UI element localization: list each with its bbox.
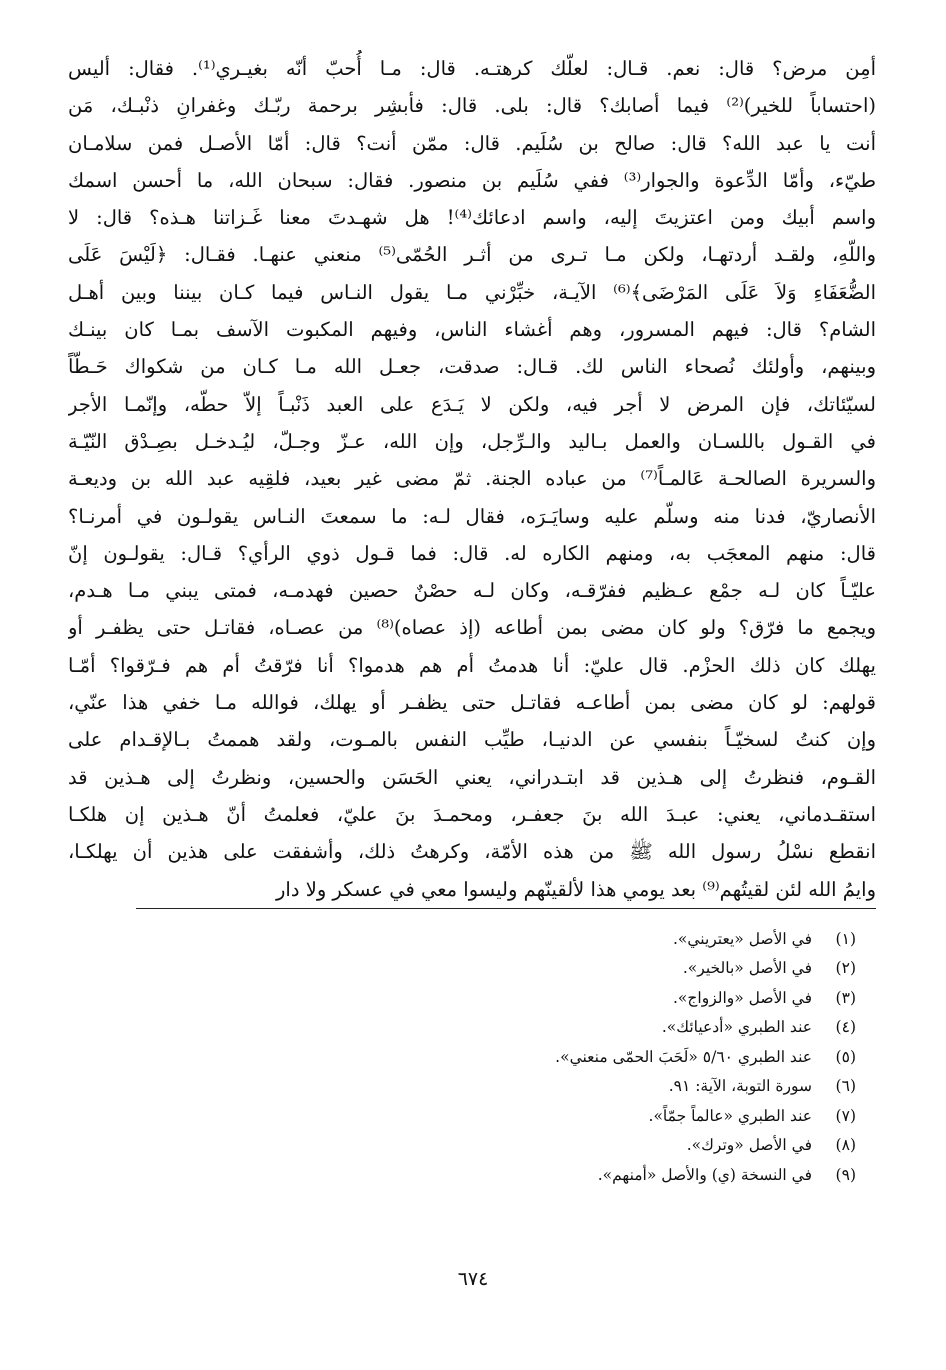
text-line: والسريرة الصالحـة عَالمـاً⁽⁷⁾ من عباده الجنة. ثمّ مضى غير بعيد، فلقِيه عبد الله بن وديعـة	[68, 467, 876, 491]
text-line: قولهم: لو كان مضى بمن أطاعـه فقاتـل حتى يظفـر أو يهلك، فوالله مـا خفي هذا عنّي،	[68, 691, 876, 715]
footnote-text: سورة التوبة، الآية: ٩١.	[668, 1077, 812, 1096]
text-line: وبينهم، وأولئك نُصحاء الناس لك. قـال: صدقت، جعـل الله مـا كـان من شكواك حَـطّاً	[68, 355, 876, 379]
footnote-text: في الأصل «يعتريني».	[672, 929, 812, 948]
footnote-number: (٨)	[835, 1136, 856, 1155]
text-line: الأنصاريّ، فدنا منه وسلّم عليه وسايَـرَه، فقال لـه: ما سمعتَ النـاس يقولـون في أمرنـا؟	[68, 504, 876, 528]
text-line: القـوم، فنظرتُ إلى هـذين قد ابتـدراني، يعني الحَسَن والحسين، ونظرتُ إلى هـذين قد	[68, 765, 876, 789]
footnote-number: (٢)	[835, 959, 856, 978]
footnote-text: عند الطبري «أدعيائك».	[661, 1018, 812, 1037]
footnote	[68, 925, 856, 955]
text-line: في القـول باللسـان والعمل بـاليد والـرِّجل، وإن الله، عـزّ وجـلّ، ليُـدخـل بصِـدْق النّيّـة	[68, 429, 876, 453]
footnote	[68, 1131, 856, 1161]
footnote	[68, 954, 856, 984]
text-line: عليّـاً كان لـه جمْع عـظيم ففرّقـه، وكان لـه حصْنٌ حصين فهدمـه، فمتى يبني مـا هـدم،	[68, 579, 876, 603]
text-line: أمِن مرض؟ قال: نعم. قـال: لعلّك كرهتـه. قال: مـا أُحبّ أنّه بغيـري⁽¹⁾. فقال: أليس	[68, 57, 876, 80]
footnote-text: في النسخة (ي) والأصل «أمنهم».	[597, 1165, 812, 1184]
footnote	[68, 1072, 856, 1102]
text-line: وإن كنتُ لسخيّـاً بنفسي عن الدنيـا، طيِّب النفس بالمـوت، ولقد هممتُ بـالإقـدام على	[68, 728, 876, 752]
footnote-text: في الأصل «وترك».	[686, 1136, 812, 1155]
text-line: قال: منهم المعجَب به، ومنهم الكاره له. قال: فما قـول ذوي الرأي؟ قـال: يقولـون إنّ	[68, 541, 876, 565]
footnote-text: عند الطبري «عالماً جمّاً».	[648, 1106, 812, 1125]
text-line: الضُّعَفَاءِ وَلاَ عَلَى المَرْضَى﴾⁽⁶⁾ الآيـة، خبِّرْني مـا يقول النـاس فيما كـان بيننا وبين أهـل	[68, 280, 876, 304]
text-line: لسيّئاتك، فإن المرض لا أجر فيه، ولكن لا يَـدَع على العبد ذَنْبـاً إلاّ حطّه، وإنّمـا الأجر	[68, 392, 876, 416]
text-line: الشام؟ قال: فيهم المسرور، وهم أغشاء الناس، وفيهم المكبوت الآسف بمـا كان بينـك	[68, 318, 876, 342]
footnote-number: (٧)	[835, 1106, 856, 1125]
footnote	[68, 984, 856, 1014]
text-line: انقطع نسْلُ رسول الله ﷺ من هذه الأمّة، وكرهتُ ذلك، وأشفقت على هذين أن يهلكـا،	[68, 840, 876, 864]
footnote-text: في الأصل «والزواج».	[673, 988, 812, 1007]
footnote-number: (١)	[835, 929, 856, 948]
footnote	[68, 1102, 856, 1132]
footnote-number: (٦)	[835, 1077, 856, 1096]
text-line: استقـدماني، يعني: عبـدَ الله بنَ جعفـر، ومحمـدَ بنَ عليّ، فعلمتُ أنّ هـذين إن هلكـا	[68, 802, 876, 826]
text-line: وايمُ الله لئن لقيتُهم⁽⁹⁾ بعد يومي هذا لألقينّهم وليسوا معي في عسكر ولا دار	[136, 871, 876, 909]
footnote	[68, 1013, 856, 1043]
text-line: (احتساباً للخير)⁽²⁾ فيما أصابك؟ قال: بلى. قال: فأبشِر برحمة ربّـك وغفرانِ ذنْبـك، مَن	[68, 94, 876, 118]
footnote-number: (٤)	[835, 1018, 856, 1037]
text-line: ويجمع ما فرّق؟ ولو كان مضى بمن أطاعه (إذ عصاه)⁽⁸⁾ من عصـاه، فقاتـل حتى يظفـر أو	[68, 616, 876, 640]
footnote	[68, 1043, 856, 1073]
text-line: يهلك كان ذلك الحزْم. قال عليّ: أنا هدمتُ أم هم هدموا؟ أنا فرّقتُ أم هم فـرّقوا؟ أمّـا	[68, 653, 876, 677]
main-text	[68, 50, 876, 909]
footnotes	[68, 925, 856, 1191]
footnote-number: (٥)	[835, 1047, 856, 1066]
text-line: واسم أبيك ومن اعتزيتَ إليه، واسم ادعائك⁽⁴⁾! هل شهـدتَ معنا غَـزاتنا هـذه؟ قال: لا	[68, 206, 876, 230]
footnote-number: (٣)	[835, 988, 856, 1007]
footnote-text: عند الطبري ٥/٦٠ «لَحَبَ الحمّى منعني».	[555, 1047, 812, 1066]
text-line: واللّهِ، ولقـد أردتهـا، ولكن مـا تـرى من أثـر الحُمّى⁽⁵⁾ منعني عنهـا. فقـال: ﴿لَيْسَ عَلَى	[68, 243, 876, 267]
page-number: ٦٧٤	[457, 1268, 489, 1290]
footnote-text: في الأصل «بالخير».	[682, 959, 812, 978]
footnote	[68, 1161, 856, 1191]
footnote-number: (٩)	[835, 1165, 856, 1184]
text-line: أنت يا عبد الله؟ قال: صالح بن سُلَيم. قال: ممّن أنت؟ قال: أمّا الأصـل فمن سلامـان	[68, 131, 876, 155]
text-line: طيّء، وأمّا الدِّعوة والجوار⁽³⁾ ففي سُلَيم بن منصور. فقال: سبحان الله، ما أحسن اسمك	[68, 168, 876, 192]
page	[68, 50, 876, 1190]
